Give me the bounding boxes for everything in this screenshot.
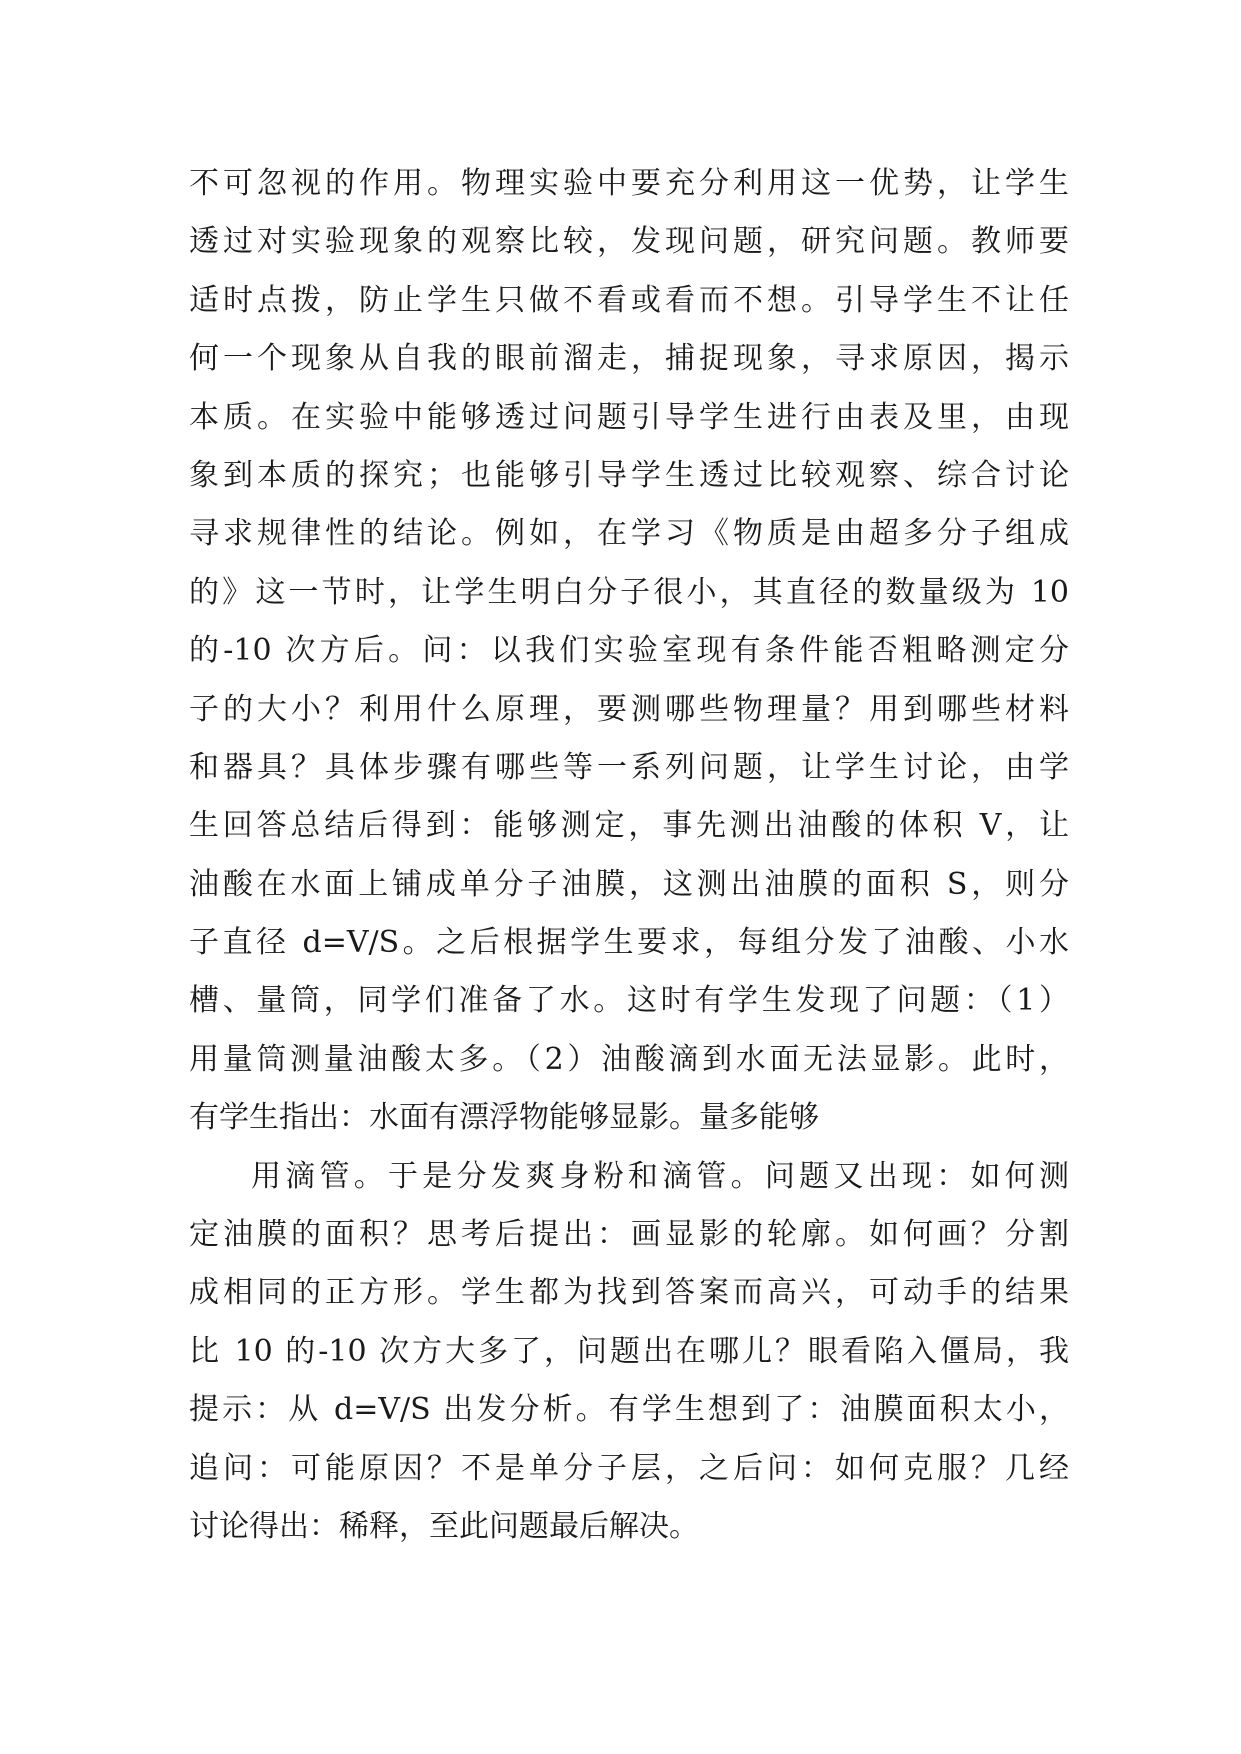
paragraph-1	[189, 155, 1069, 1148]
text-line: 适时点拨，防止学生只做不看或看而不想。引导学生不让任	[189, 282, 1069, 318]
text-line: 用量筒测量油酸太多。（2）油酸滴到水面无法显影。此时，	[189, 1041, 1069, 1077]
text-line: 油酸在水面上铺成单分子油膜，这测出油膜的面积 S，则分	[189, 866, 1069, 902]
text-line: 比 10 的-10 次方大多了，问题出在哪儿？眼看陷入僵局，我	[189, 1333, 1069, 1369]
text-line: 用滴管。于是分发爽身粉和滴管。问题又出现：如何测	[251, 1158, 1069, 1194]
text-line: 本质。在实验中能够透过问题引导学生进行由表及里，由现	[189, 399, 1069, 435]
paragraph-2	[189, 1148, 1069, 1557]
text-line: 成相同的正方形。学生都为找到答案而高兴，可动手的结果	[189, 1275, 1069, 1311]
text-line: 子的大小？利用什么原理，要测哪些物理量？用到哪些材料	[189, 691, 1069, 727]
text-line: 不可忽视的作用。物理实验中要充分利用这一优势，让学生	[189, 166, 1069, 201]
text-line: 何一个现象从自我的眼前溜走，捕捉现象，寻求原因，揭示	[189, 341, 1069, 377]
text-line: 象到本质的探究；也能够引导学生透过比较观察、综合讨论	[189, 457, 1069, 493]
text-line: 提示：从 d=V/S 出发分析。有学生想到了：油膜面积太小，	[189, 1392, 1069, 1428]
text-line: 讨论得出：稀释，至此问题最后解决。	[189, 1508, 699, 1544]
text-line: 槽、量筒，同学们准备了水。这时有学生发现了问题：（1）	[189, 983, 1069, 1019]
text-line: 生回答总结后得到：能够测定，事先测出油酸的体积 V，让	[189, 808, 1069, 844]
text-line: 和器具？具体步骤有哪些等一系列问题，让学生讨论，由学	[189, 749, 1069, 785]
text-line: 的》这一节时，让学生明白分子很小，其直径的数量级为 10	[189, 574, 1069, 610]
text-line: 透过对实验现象的观察比较，发现问题，研究问题。教师要	[189, 224, 1069, 260]
text-line: 的-10 次方后。问：以我们实验室现有条件能否粗略测定分	[189, 633, 1069, 669]
text-line: 子直径 d=V/S。之后根据学生要求，每组分发了油酸、小水	[189, 925, 1069, 961]
text-line: 寻求规律性的结论。例如，在学习《物质是由超多分子组成	[189, 516, 1069, 552]
text-line: 有学生指出：水面有漂浮物能够显影。量多能够	[189, 1100, 819, 1136]
text-line: 追问：可能原因？不是单分子层，之后问：如何克服？几经	[189, 1450, 1069, 1486]
text-line: 定油膜的面积？思考后提出：画显影的轮廓。如何画？分割	[189, 1217, 1069, 1253]
body-text	[189, 155, 1069, 1556]
